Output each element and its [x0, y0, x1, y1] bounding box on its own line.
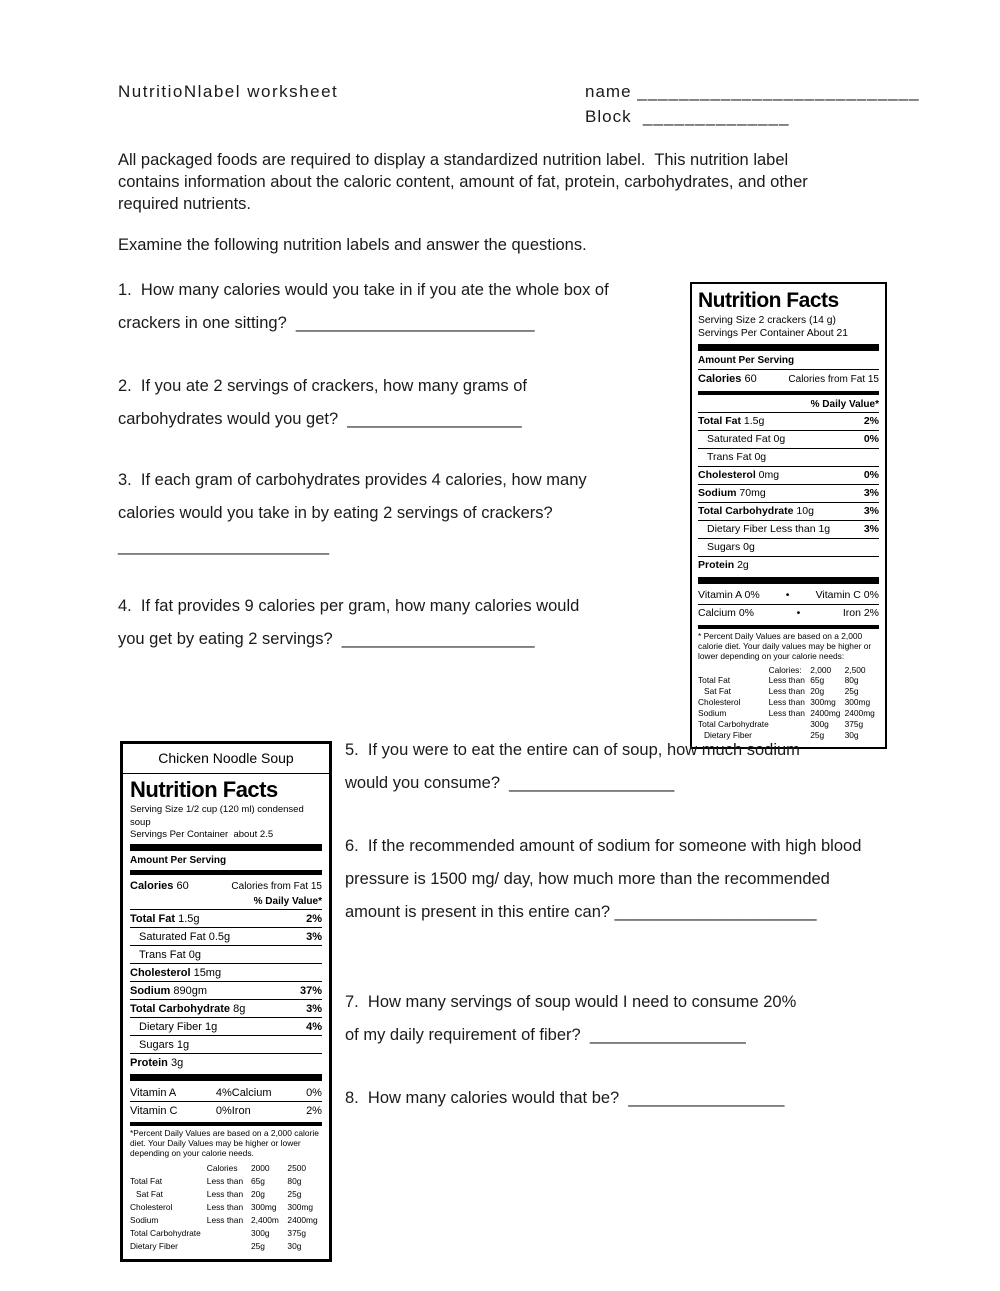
medium-divider [130, 1122, 322, 1126]
nutrient-row: Protein 2g [698, 559, 749, 572]
reference-table-row: Sat Fat Less than 20g 25g [136, 1188, 302, 1199]
nutrient-row: Saturated Fat 0g 0% [698, 431, 879, 449]
nutrient-row: Total Carbohydrate 8g 3% [130, 1000, 322, 1018]
servings-per-container: Servings Per Container About 21 [698, 328, 848, 340]
bullet-separator: • [785, 589, 790, 602]
vitamin-row: Calcium 0% • Iron 2% [698, 607, 879, 620]
serving-size: Serving Size 1/2 cup (120 ml) condensed soup [130, 804, 307, 828]
nutrient-row: Sugars 1g [130, 1036, 322, 1054]
reference-table-row: Total Fat Less than 65g 80g [698, 675, 859, 686]
nutrient-row: Trans Fat 0g [130, 946, 322, 964]
question-2: 2. If you ate 2 servings of crackers, how many grams of carbohydrates would you get? ___________________ [118, 377, 532, 428]
medium-divider [130, 870, 322, 875]
thick-divider [698, 577, 879, 584]
question-4: 4. If fat provides 9 calories per gram, how many calories would you get by eating 2 servings? _____________________ [118, 597, 584, 648]
nutrient-row: Saturated Fat 0.5g 3% [130, 928, 322, 946]
daily-value-header: % Daily Value* [698, 398, 879, 413]
block-blank: ______________ [643, 106, 790, 126]
amount-per-serving: Amount Per Serving [698, 354, 795, 366]
reference-table-row: Sodium Less than 2,400m 2400mg [130, 1215, 318, 1225]
reference-table-header: Calories 2000 2500 [206, 1162, 307, 1173]
reference-table-row: Sat Fat Less than 20g 25g [704, 686, 859, 697]
reference-table-row: Cholesterol Less than 300mg 300mg [130, 1201, 314, 1212]
medium-divider [698, 391, 879, 395]
footnote: *Percent Daily Values are based on a 2,000 calorie diet. Your Daily Values may be higher or lower depending on your calorie needs. [130, 1128, 322, 1159]
vitamin-row: Vitamin A 0% • Vitamin C 0% [698, 587, 879, 605]
reference-table-header: Calories: 2,000 2,500 [768, 664, 866, 675]
serving-size: Serving Size 2 crackers (14 g) [698, 315, 836, 327]
calories: Calories 60 [130, 880, 189, 893]
nutrition-facts-title: Nutrition Facts [698, 289, 839, 312]
name-block-fields [585, 80, 920, 129]
reference-table-row: Total Fat Less than 65g 80g [130, 1175, 302, 1186]
question-6: 6. If the recommended amount of sodium for someone with high blood pressure is 1500 mg/ day, how much more than the recommended amount is present in this entire can? ______________________ [345, 837, 866, 921]
name-blank: ___________________________ [637, 82, 920, 101]
reference-table-row: Total Carbohydrate 300g 375g [698, 719, 864, 730]
nutrient-row: Sodium 890gm 37% [130, 982, 322, 1000]
question-8: 8. How many calories would that be? _________________ [345, 1089, 785, 1107]
reference-table [130, 1162, 322, 1253]
amount-per-serving: Amount Per Serving [130, 855, 227, 867]
question-3: 3. If each gram of carbohydrates provides 4 calories, how many calories would you take in by eating 2 servings of crackers? _______________________ [118, 471, 592, 555]
reference-table-row: Cholesterol Less than 300mg 300mg [698, 697, 871, 708]
nutrient-row: Dietary Fiber 1g 4% [130, 1018, 322, 1036]
reference-table-row: Total Carbohydrate 300g 375g [130, 1228, 307, 1239]
question-7: 7. How many servings of soup would I need to consume 20% of my daily requirement of fiber? _________________ [345, 993, 801, 1044]
reference-table-row: Sodium Less than 2400mg 2400mg [698, 708, 875, 719]
thin-divider [698, 369, 879, 370]
thick-divider [698, 344, 879, 351]
nutrient-row: Cholesterol 15mg [130, 964, 322, 982]
calories-from-fat: Calories from Fat 15 [231, 881, 322, 893]
product-name: Chicken Noodle Soup [123, 744, 329, 774]
reference-table [698, 665, 879, 741]
name-line [585, 80, 920, 105]
calories-from-fat: Calories from Fat 15 [788, 373, 879, 385]
nutrition-facts-title: Nutrition Facts [130, 777, 278, 802]
nutrient-row: Protein 3g [130, 1056, 184, 1069]
nutrient-row: Sodium 70mg 3% [698, 485, 879, 503]
nutrient-row: Trans Fat 0g [698, 449, 879, 467]
block-line [585, 105, 920, 130]
question-5: 5. If you were to eat the entire can of soup, how much sodium would you consume? __________________ [345, 741, 805, 792]
intro-paragraph: All packaged foods are required to display a standardized nutrition label. This nutrition label contains information about the caloric content, amount of fat, protein, carbohydrates, and other required nutrients. [118, 151, 813, 213]
daily-value-header: % Daily Value* [130, 895, 322, 910]
nutrient-row: Total Carbohydrate 10g 3% [698, 503, 879, 521]
vitamin-row: Vitamin C 0% Iron 2% [130, 1104, 322, 1117]
reference-table-row: Dietary Fiber 25g 30g [130, 1241, 302, 1252]
nutrient-row: Dietary Fiber Less than 1g 3% [698, 521, 879, 539]
thick-divider [130, 1074, 322, 1081]
block-label: Block [585, 106, 632, 126]
name-label: name [585, 82, 632, 101]
vitamin-row: Vitamin A 4% Calcium 0% [130, 1084, 322, 1102]
medium-divider [698, 625, 879, 629]
crackers-nutrition-label [690, 282, 887, 749]
reference-table-row: Dietary Fiber 25g 30g [704, 730, 859, 741]
bullet-separator: • [796, 607, 801, 620]
calories-row [130, 878, 322, 895]
nutrient-row: Cholesterol 0mg 0% [698, 467, 879, 485]
thick-divider [130, 844, 322, 851]
servings-per-container: Servings Per Container about 2.5 [130, 828, 274, 840]
calories-row [698, 371, 879, 388]
question-1: 1. How many calories would you take in if you ate the whole box of crackers in one sitting? __________________________ [118, 281, 614, 332]
page-title: NutritioNlabel worksheet [118, 82, 339, 101]
footnote: * Percent Daily Values are based on a 2,000 calorie diet. Your daily values may be higher or lower depending on your calorie needs: [698, 630, 874, 661]
instruction-line: Examine the following nutrition labels and answer the questions. [118, 236, 587, 254]
nutrient-row: Total Fat 1.5g 2% [130, 910, 322, 928]
nutrient-row: Sugars 0g [698, 539, 879, 557]
soup-nutrition-label [120, 741, 332, 1262]
calories: Calories 60 [698, 372, 757, 385]
nutrient-row: Total Fat 1.5g 2% [698, 413, 879, 431]
